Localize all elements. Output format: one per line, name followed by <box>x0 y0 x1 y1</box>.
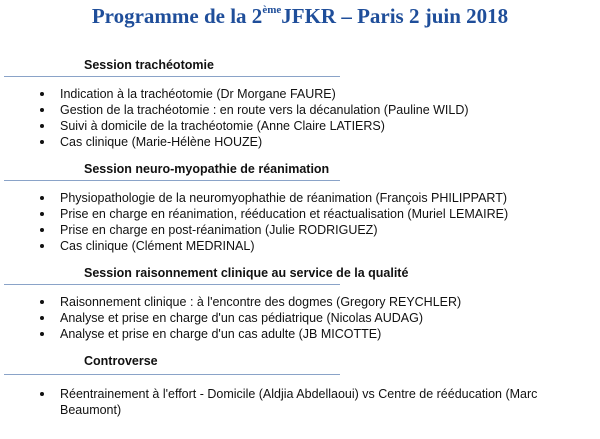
section-divider <box>4 76 340 77</box>
list-item: Physiopathologie de la neuromyophathie de réanimation (François PHILIPPART) <box>40 190 508 206</box>
list-item: Cas clinique (Marie-Hélène HOUZE) <box>40 134 469 150</box>
section-list-tracheotomie <box>40 86 469 150</box>
section-title-raisonnement: Session raisonnement clinique au service de la qualité <box>84 266 409 280</box>
list-item: Analyse et prise en charge d'un cas pédiatrique (Nicolas AUDAG) <box>40 310 461 326</box>
list-item: Analyse et prise en charge d'un cas adulte (JB MICOTTE) <box>40 326 461 342</box>
section-list-neuromyopathie <box>40 190 508 254</box>
section-title-tracheotomie: Session trachéotomie <box>84 58 214 72</box>
title-superscript: ème <box>262 4 282 16</box>
list-item: Prise en charge en post-réanimation (Julie RODRIGUEZ) <box>40 222 508 238</box>
list-item: Raisonnement clinique : à l'encontre des dogmes (Gregory REYCHLER) <box>40 294 461 310</box>
title-prefix: Programme de la 2 <box>91 4 263 28</box>
list-item: Indication à la trachéotomie (Dr Morgane FAURE) <box>40 86 469 102</box>
title-suffix: JFKR – Paris 2 juin 2018 <box>281 4 509 28</box>
section-title-controverse: Controverse <box>84 354 158 368</box>
list-item: Prise en charge en réanimation, rééducation et réactualisation (Muriel LEMAIRE) <box>40 206 508 222</box>
section-divider <box>4 374 340 375</box>
page-title <box>0 4 600 29</box>
section-title-neuromyopathie: Session neuro-myopathie de réanimation <box>84 162 330 176</box>
section-divider <box>4 180 340 181</box>
list-item: Suivi à domicile de la trachéotomie (Anne Claire LATIERS) <box>40 118 469 134</box>
section-list-raisonnement <box>40 294 461 342</box>
section-divider <box>4 284 340 285</box>
list-item: Gestion de la trachéotomie : en route vers la décanulation (Pauline WILD) <box>40 102 469 118</box>
list-item: Réentrainement à l'effort - Domicile (Aldjia Abdellaoui) vs Centre de rééducation (Marc Beaumont) <box>40 386 546 418</box>
section-list-controverse <box>40 386 546 418</box>
list-item: Cas clinique (Clément MEDRINAL) <box>40 238 508 254</box>
